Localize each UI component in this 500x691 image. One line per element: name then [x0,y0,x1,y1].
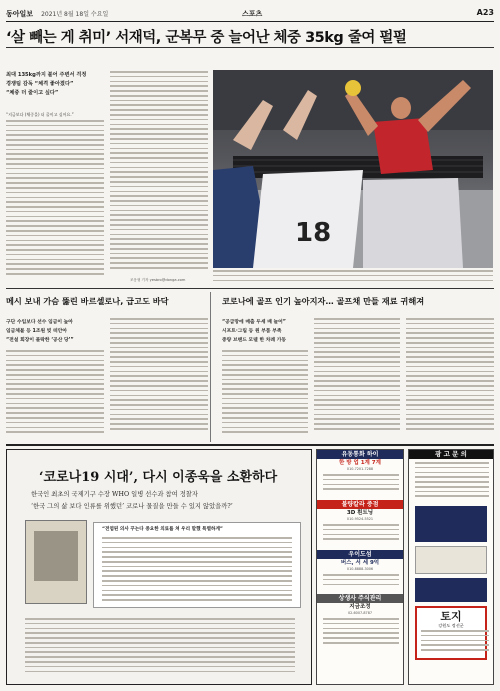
book-advertisement [6,449,312,685]
story3-subhead-2: 시프트·그립 등 원 부품 부족 [222,329,282,334]
classifieds-right [408,449,494,685]
main-body-column-2 [110,71,208,276]
story2-headline: 메시 보내 가슴 뚫린 바르셀로나, 급고도 바닥 [6,296,169,306]
story2-body-1 [6,350,104,440]
ad-fine-print [25,618,295,678]
story3-body-2 [314,318,400,440]
classified-header: 광 고 문 의 [409,450,493,459]
story2-subhead-3: “전설 회장이 몰락한 ‘공산 당’” [6,338,74,343]
classified-body-1: 한 방 업 1계 7계 [339,460,381,466]
classified-head-1: 유동통화 하이 [317,450,403,459]
classified-phone-1: 010-7201-7288 [346,467,374,471]
classified-head-4: 상생사 주식관리 [317,594,403,603]
volleyball-photo [213,70,493,268]
story2-subhead-1: 구단 수입보다 선수 임금이 높아 [6,320,73,325]
classified-phone-3: 010-8888-3006 [346,567,374,571]
classified-body-2: 3D 흰트닝 [346,510,374,516]
classified-body-3: 버스, 서 세 9억 [340,560,380,566]
ad-line-1: 한국인 최초의 국제기구 수장 WHO 일병 선수과 참여 정찰자 [31,491,198,498]
classified-phone-2: 010-9524-5521 [346,517,374,521]
book-cover-image [25,520,87,604]
masthead [6,6,494,22]
ad-sub: “전염된 의사 꾸는다 중요한 의료를 쳐 우리 말했 특별하게” [102,527,223,532]
main-headline: ‘살 빼는 게 취미’ 서재덕, 군복무 중 늘어난 체중 35kg 줄여 펄펄 [6,30,407,46]
issue-date: 2021년 8월 18일 수요일 [41,11,109,18]
classified-body-4: 지금조정 [349,604,371,610]
main-subheads [6,71,104,98]
story3-body-3 [406,318,494,440]
story3-headline: 코로나에 골프 인기 높아지자… 골프채 만들 재료 귀해져 [222,296,425,306]
land-classified [415,606,487,660]
story2-subheads [6,318,104,345]
classified-head-2: 불량칼라 중점 [317,500,403,509]
subhead-3: “체중 더 줄이고 싶다” [6,90,59,96]
classified-head-3: 우이도섬 [317,550,403,559]
photo-caption [213,270,493,284]
volleyball-photo-illustration [213,70,493,268]
newspaper-logo: 동아일보 [6,8,34,18]
classifieds-left [316,449,404,685]
main-byline: 조응형 기자 yesbro@donga.com [130,278,186,282]
story3-subheads [222,318,308,345]
ad-title: ‘코로나19 시대’, 다시 이종욱을 소환하다 [39,470,278,485]
subhead-1: 최대 135kg까지 불어 주변서 걱정 [6,72,87,78]
subhead-2: 경쟁팀 감독 “체격 좋아졌다” [6,81,74,87]
main-body-column-1 [6,120,104,280]
ad-line-2: ‘한국 그의 삶 보다 인류를 위했던’ 코로나 물질을 만들 수 있지 않았을까?’ [31,503,233,510]
jersey-number: 18 [295,218,332,248]
page-number: A23 [476,8,494,17]
classified-body-5: 강원도 정선군 [438,623,464,628]
story3-body-1 [222,350,308,440]
classified-head-5: 토지 [440,610,462,623]
story3-subhead-3: 중량 브랜드 모델 한 차례 가동 [222,338,286,343]
story2-body-2 [110,318,208,440]
story2-subhead-2: 임금체불 등 1조원 빚 떠안아 [6,329,67,334]
story3-subhead-1: “공급망에 매출 두세 배 늘어” [222,320,286,325]
ad-detail-panel [93,522,301,608]
classified-phone-4: 02-6007-8787 [347,611,373,615]
lead-quote: “지금보다 (체중을) 더 줄이고 싶어요.” [6,112,74,117]
section-name: 스포츠 [242,10,263,18]
